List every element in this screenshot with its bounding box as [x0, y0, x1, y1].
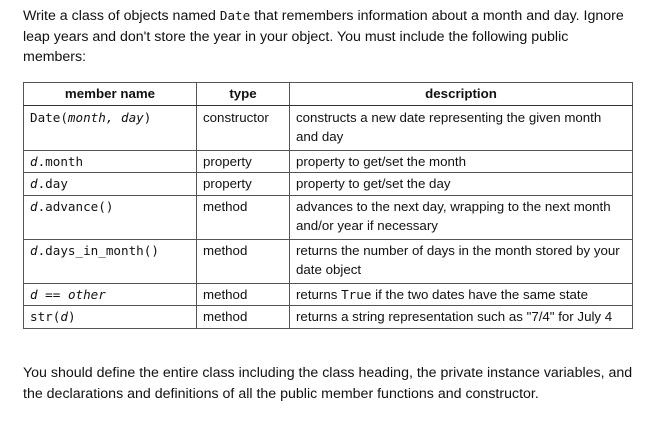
member-name-cell — [24, 195, 197, 239]
member-description-cell — [290, 283, 633, 306]
table-row — [24, 195, 633, 239]
description-code: True — [341, 286, 372, 302]
member-description-cell: property to get/set the month — [290, 150, 633, 173]
header-member-name: member name — [24, 83, 197, 106]
member-type-cell: constructor — [197, 105, 290, 150]
member-name-cell — [24, 283, 197, 306]
member-description-cell: property to get/set the day — [290, 173, 633, 196]
member-code: == — [37, 286, 68, 302]
intro-code-date: Date — [219, 8, 251, 23]
member-description-cell: returns the number of days in the month stored by your date object — [290, 239, 633, 283]
member-type-cell: method — [197, 283, 290, 306]
member-param: d — [30, 176, 38, 191]
member-name-cell — [24, 306, 197, 329]
member-description-cell: returns a string representation such as "7/4" for July 4 — [290, 306, 633, 329]
member-name-cell — [24, 173, 197, 196]
member-param: d — [30, 286, 38, 302]
member-param: other — [67, 286, 106, 302]
member-type-cell: property — [197, 173, 290, 196]
table-header-row — [24, 83, 633, 106]
member-description-cell: constructs a new date representing the given month and day — [290, 105, 633, 150]
description-text: returns — [296, 286, 342, 302]
member-code: Date( — [30, 109, 68, 125]
member-name-cell — [24, 239, 197, 283]
table-row — [24, 173, 633, 196]
member-param: d — [30, 242, 38, 258]
members-table — [23, 82, 633, 329]
intro-text-2: that remembers information about a month and day. Ignore leap years and don't store the year in your object. You must include the following public members: — [23, 8, 624, 65]
table-row — [24, 150, 633, 173]
member-code: ) — [67, 309, 76, 324]
member-param: d — [30, 198, 38, 214]
member-code: ) — [143, 109, 152, 125]
member-type-cell: method — [197, 195, 290, 239]
member-description-cell: advances to the next day, wrapping to the next month and/or year if necessary — [290, 195, 633, 239]
header-type: type — [197, 83, 290, 106]
intro-paragraph — [23, 6, 633, 68]
table-row — [24, 105, 633, 150]
intro-text-1: Write a class of objects named — [23, 8, 220, 24]
member-code: .days_in_month() — [37, 242, 159, 258]
member-code: .month — [37, 153, 84, 169]
member-param: d — [60, 309, 68, 324]
member-code: str( — [30, 309, 61, 324]
member-code: .advance() — [37, 198, 114, 214]
member-type-cell: property — [197, 150, 290, 173]
member-type-cell: method — [197, 239, 290, 283]
member-name-cell — [24, 105, 197, 150]
member-code: .day — [37, 176, 68, 191]
member-name-cell — [24, 150, 197, 173]
description-text: if the two dates have the same state — [371, 286, 589, 302]
table-row — [24, 239, 633, 283]
outro-paragraph: You should define the entire class including the class heading, the private instance variables, and the declarations and definitions of all the public member functions and constructor. — [23, 365, 633, 402]
header-description: description — [290, 83, 633, 106]
member-param: d — [30, 153, 38, 169]
member-type-cell: method — [197, 306, 290, 329]
table-row — [24, 306, 633, 329]
member-param: month, day — [67, 109, 144, 125]
table-row — [24, 283, 633, 306]
